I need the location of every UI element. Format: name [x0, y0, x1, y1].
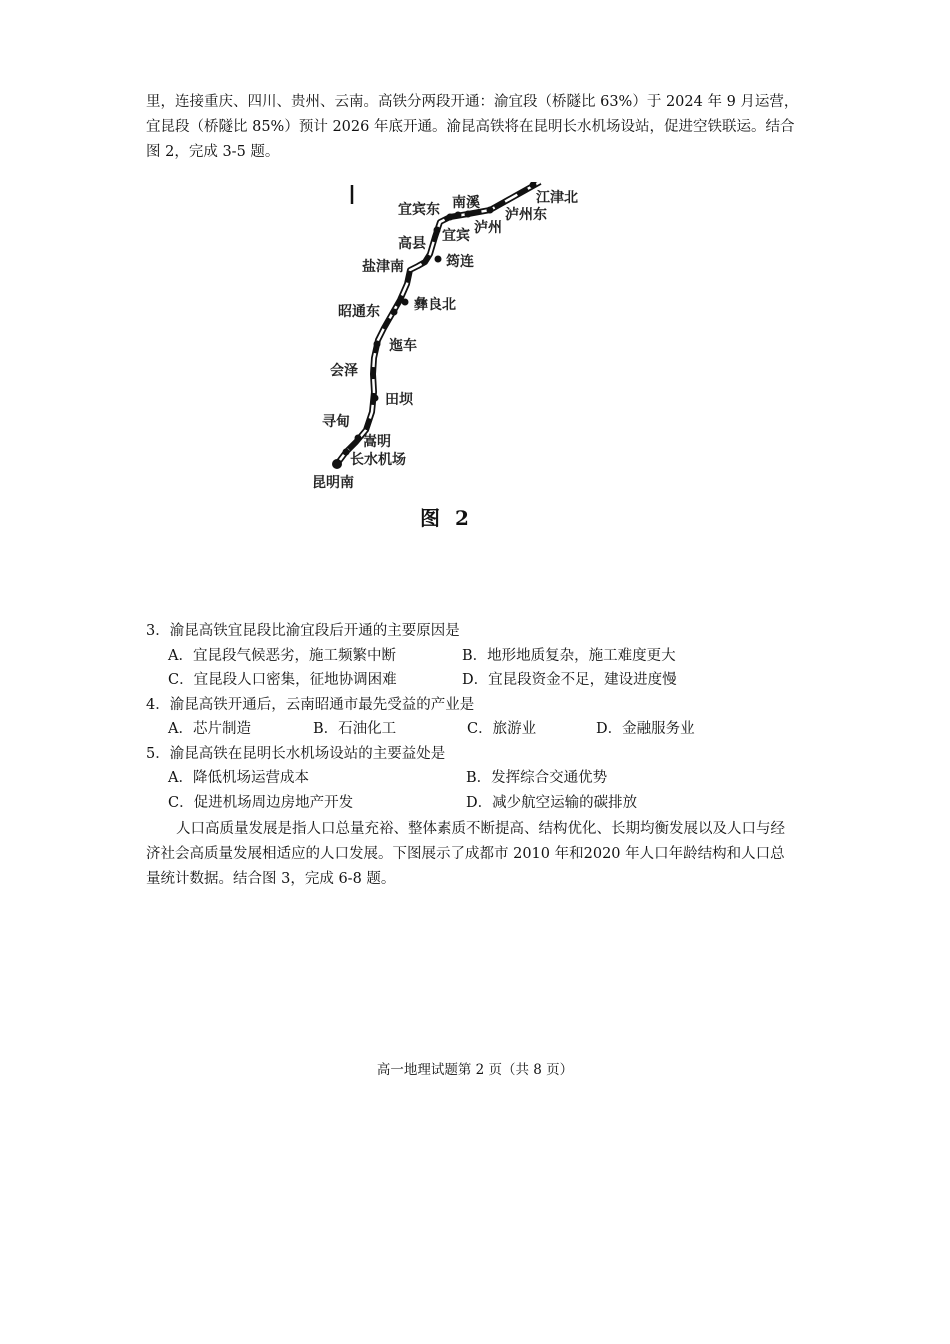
question-stem: 4．渝昆高铁开通后，云南昭通市最先受益的产业是	[146, 697, 475, 713]
page-footer: 高一地理试题第 2 页（共 8 页）	[376, 1062, 574, 1078]
station-dot	[487, 207, 494, 214]
figure-caption: 图 2	[420, 506, 473, 530]
station-label: 昭通东	[338, 304, 380, 320]
question-option: D．减少航空运输的碳排放	[466, 795, 638, 811]
station-dot	[455, 212, 462, 219]
station-label: 宜宾	[442, 228, 470, 244]
station-label: 筠连	[446, 254, 474, 270]
railway-map-svg	[300, 182, 630, 494]
intro-paragraph: 里，连接重庆、四川、贵州、云南。高铁分两段开通：渝宜段（桥隧比 63%）于 2024 年 9 月运营， 宜昆段（桥隧比 85%）预计 2026 年底开通。渝昆高铁将在昆明长水机场设站，促进空铁联运。结合 图 2，完成 3-5 题。	[146, 94, 799, 160]
question-option: B．石油化工	[313, 721, 397, 737]
station-label: 彝良北	[414, 297, 456, 313]
station-label: 泸州东	[505, 207, 547, 223]
station-label: 盐津南	[362, 259, 404, 275]
question-option: C．促进机场周边房地产开发	[168, 795, 354, 811]
station-dot	[402, 299, 409, 306]
question-option: D．金融服务业	[596, 721, 695, 737]
station-dot	[465, 211, 472, 218]
station-label: 江津北	[536, 190, 578, 206]
station-label: 宜宾东	[398, 202, 440, 218]
question-option: B．发挥综合交通优势	[466, 770, 608, 786]
question-option: A．降低机场运营成本	[168, 770, 309, 786]
station-label: 会泽	[330, 363, 358, 379]
question-option: B．地形地质复杂，施工难度更大	[462, 648, 676, 664]
question-option: C．旅游业	[467, 721, 537, 737]
station-label: 迤车	[389, 338, 417, 354]
station-label: 高县	[398, 236, 426, 252]
station-dot	[355, 435, 362, 442]
question-stem: 5．渝昆高铁在昆明长水机场设站的主要益处是	[146, 746, 446, 762]
station-label: 南溪	[452, 195, 480, 211]
question-option: D．宜昆段资金不足，建设进度慢	[462, 672, 677, 688]
station-dot-terminal	[332, 459, 342, 469]
question-option: A．宜昆段气候恶劣，施工频繁中断	[168, 648, 396, 664]
station-label: 田坝	[385, 392, 413, 408]
station-dot	[374, 341, 381, 348]
station-label: 昆明南	[312, 475, 354, 491]
station-label: 长水机场	[350, 452, 406, 468]
question-option: A．芯片制造	[168, 721, 251, 737]
station-dot	[447, 214, 454, 221]
station-label: 泸州	[474, 220, 502, 236]
station-dot	[435, 256, 442, 263]
station-label: 嵩明	[363, 434, 391, 450]
station-dot	[434, 227, 441, 234]
question-option: C．宜昆段人口密集，征地协调困难	[168, 672, 397, 688]
intro2-paragraph: 人口高质量发展是指人口总量充裕、整体素质不断提高、结构优化、长期均衡发展以及人口与经 济社会高质量发展相适应的人口发展。下图展示了成都市 2010 年和2020 年人口年龄结构和人口总 量统计数据。结合图 3，完成 6-8 题。	[146, 821, 785, 887]
station-dot	[343, 449, 350, 456]
station-label: 寻甸	[322, 414, 350, 430]
station-dot	[372, 395, 379, 402]
question-stem: 3．渝昆高铁宜昆段比渝宜段后开通的主要原因是	[146, 623, 460, 639]
station-dot	[391, 309, 398, 316]
railway-map	[300, 182, 630, 494]
